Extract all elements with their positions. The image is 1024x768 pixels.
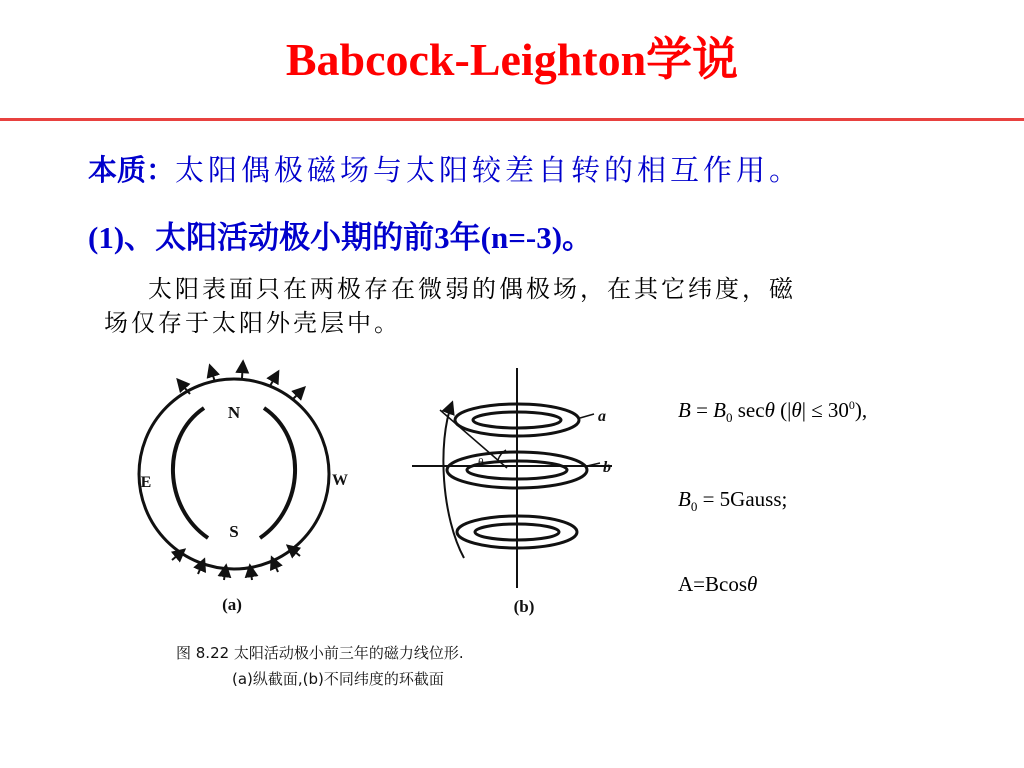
essence-line — [88, 150, 802, 190]
formula-2-b: B — [678, 487, 691, 511]
formula-1-sec: sec — [732, 398, 765, 422]
magnetic-field-figure — [112, 348, 642, 698]
east-label: E — [140, 474, 152, 491]
formula-b0 — [678, 487, 787, 515]
formula-1-theta: θ — [764, 398, 775, 422]
formula-vector-potential — [678, 572, 757, 597]
formula-1-cond-open: (| — [774, 398, 792, 422]
ring-a-label: a — [598, 408, 606, 425]
description-line-2: 场仅存于太阳外壳层中。 — [104, 309, 401, 337]
slide-title: Babcock-Leighton学说 — [285, 34, 739, 85]
description-line-1: 太阳表面只在两极存在微弱的偶极场，在其它纬度，磁 — [148, 275, 796, 303]
west-field-line — [260, 408, 295, 538]
formula-field-strength — [678, 398, 867, 426]
figure-caption-line-1: 图 8.22 太阳活动极小前三年的磁力线位形. — [176, 644, 464, 662]
formula-3-text: A=Bcos — [678, 572, 748, 596]
theta-label: θ — [478, 455, 484, 469]
ring-a-leader — [580, 414, 594, 418]
formula-1-lhs: B — [678, 398, 691, 422]
formula-2-sub: 0 — [690, 499, 698, 514]
essence-text: 太阳偶极磁场与太阳较差自转的相互作用。 — [175, 153, 803, 187]
formula-1-cond-theta: θ — [791, 398, 802, 422]
figure-caption-line-2: (a)纵截面,(b)不同纬度的环截面 — [232, 670, 444, 688]
formula-1-cond-mid: | ≤ 30 — [801, 398, 849, 422]
panel-b-label: (b) — [513, 597, 535, 616]
formula-2-rest: = 5Gauss; — [697, 487, 788, 511]
south-label: S — [229, 522, 239, 541]
formula-1-b: B — [713, 398, 726, 422]
title-divider — [0, 118, 1024, 121]
point-1-heading: (1)、太阳活动极小期的前3年(n=-3)。 — [88, 220, 594, 255]
formula-1-cond-close: ), — [854, 398, 868, 422]
panel-a-label: (a) — [222, 595, 242, 614]
north-label: N — [227, 403, 241, 422]
formula-3-theta: θ — [747, 572, 758, 596]
essence-label: 本质： — [88, 153, 176, 187]
formula-1-eq: = — [690, 398, 714, 422]
east-field-line — [173, 408, 208, 538]
ring-b-label: b — [603, 459, 611, 476]
formula-1-cond-sup: 0 — [848, 398, 855, 412]
west-label: W — [332, 472, 348, 489]
formula-1-sub: 0 — [726, 410, 733, 425]
